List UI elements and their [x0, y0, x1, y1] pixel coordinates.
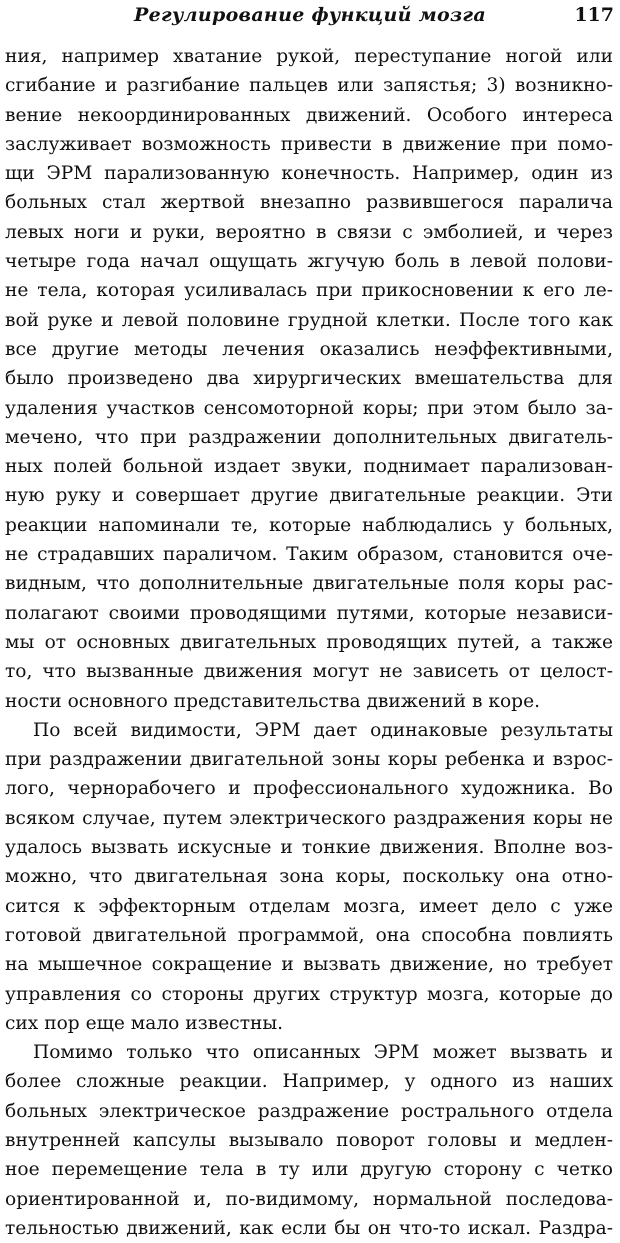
text-line: ориентированной и, по-видимому, нормальной последова-: [5, 1188, 613, 1210]
text-line: ное перемещение тела в ту или другую сторону с четко: [5, 1159, 613, 1181]
text-line: По всей видимости, ЭРМ дает одинаковые результаты: [33, 719, 613, 741]
text-line: больных электрическое раздражение рострального отдела: [5, 1100, 613, 1122]
paragraph: [5, 716, 613, 1038]
body-text: [5, 42, 613, 1243]
text-line: сится к эффекторным отделам мозга, имеет дело с уже: [5, 895, 613, 917]
text-line: заслуживает возможность привести в движение при помо-: [5, 133, 613, 155]
text-line: реакции напоминали те, которые наблюдались у больных,: [5, 514, 613, 536]
running-header: [0, 4, 620, 30]
paragraph: [5, 1038, 613, 1243]
text-line: удалось вызвать искусные и тонкие движения. Вполне воз-: [5, 837, 613, 859]
text-line: тельностью движений, как если бы он что-то искал. Раздра-: [5, 1217, 613, 1239]
text-line: четыре года начал ощущать жгучую боль в левой полови-: [5, 251, 613, 273]
text-line: то, что вызванные движения могут не зависеть от целост-: [5, 661, 613, 683]
text-line: не тела, которая усиливалась при прикосновении к его ле-: [5, 280, 613, 302]
text-line: ния, например хватание рукой, переступание ногой или: [5, 46, 613, 67]
text-line: всяком случае, путем электрического раздражения коры не: [5, 807, 613, 829]
text-line: ности основного представительства движений в коре.: [5, 690, 540, 712]
text-line: лого, чернорабочего и профессионального художника. Во: [5, 778, 613, 800]
text-line: видным, что дополнительные двигательные поля коры рас-: [5, 573, 613, 595]
text-line: не страдавших параличом. Таким образом, становится оче-: [5, 544, 613, 566]
page-number: 117: [574, 4, 614, 26]
text-line: управления со стороны других структур мозга, которые до: [5, 983, 613, 1005]
text-line: вой руке и левой половине грудной клетки. После того как: [5, 309, 613, 331]
text-line: можно, что двигательная зона коры, поскольку она отно-: [5, 866, 613, 888]
text-line: полагают своими проводящими путями, которые независи-: [5, 602, 613, 624]
text-line: все другие методы лечения оказались неэффективными,: [5, 338, 613, 360]
text-line: больных стал жертвой внезапно развившегося паралича: [5, 192, 613, 214]
text-line: мы от основных двигательных проводящих путей, а также: [5, 631, 613, 653]
text-line: сгибание и разгибание пальцев или запястья; 3) возникно-: [5, 75, 613, 97]
text-line: мечено, что при раздражении дополнительных двигатель-: [5, 426, 613, 448]
text-line: вение некоординированных движений. Особого интереса: [5, 104, 613, 126]
text-line: Помимо только что описанных ЭРМ может вызвать и: [33, 1042, 613, 1064]
text-line: левых ноги и руки, вероятно в связи с эмболией, и через: [5, 221, 613, 243]
text-line: ную руку и совершает другие двигательные реакции. Эти: [5, 485, 613, 507]
text-line: при раздражении двигательной зоны коры ребенка и взрос-: [5, 749, 613, 771]
text-line: сих пор еще мало известны.: [5, 1012, 284, 1034]
text-line: щи ЭРМ парализованную конечность. Например, один из: [5, 163, 613, 185]
text-line: удаления участков сенсомоторной коры; при этом было за-: [5, 397, 613, 419]
text-line: было произведено два хирургических вмешательства для: [5, 368, 613, 390]
text-line: ных полей больной издает звуки, поднимает парализован-: [5, 456, 613, 478]
text-line: готовой двигательной программой, она способна повлиять: [5, 924, 613, 946]
text-line: на мышечное сокращение и вызвать движение, но требует: [5, 954, 613, 976]
running-title: Регулирование функций мозга: [134, 4, 486, 26]
text-line: внутренней капсулы вызывало поворот головы и медлен-: [5, 1129, 613, 1151]
paragraph: [5, 42, 613, 716]
text-line: более сложные реакции. Например, у одного из наших: [5, 1071, 613, 1093]
